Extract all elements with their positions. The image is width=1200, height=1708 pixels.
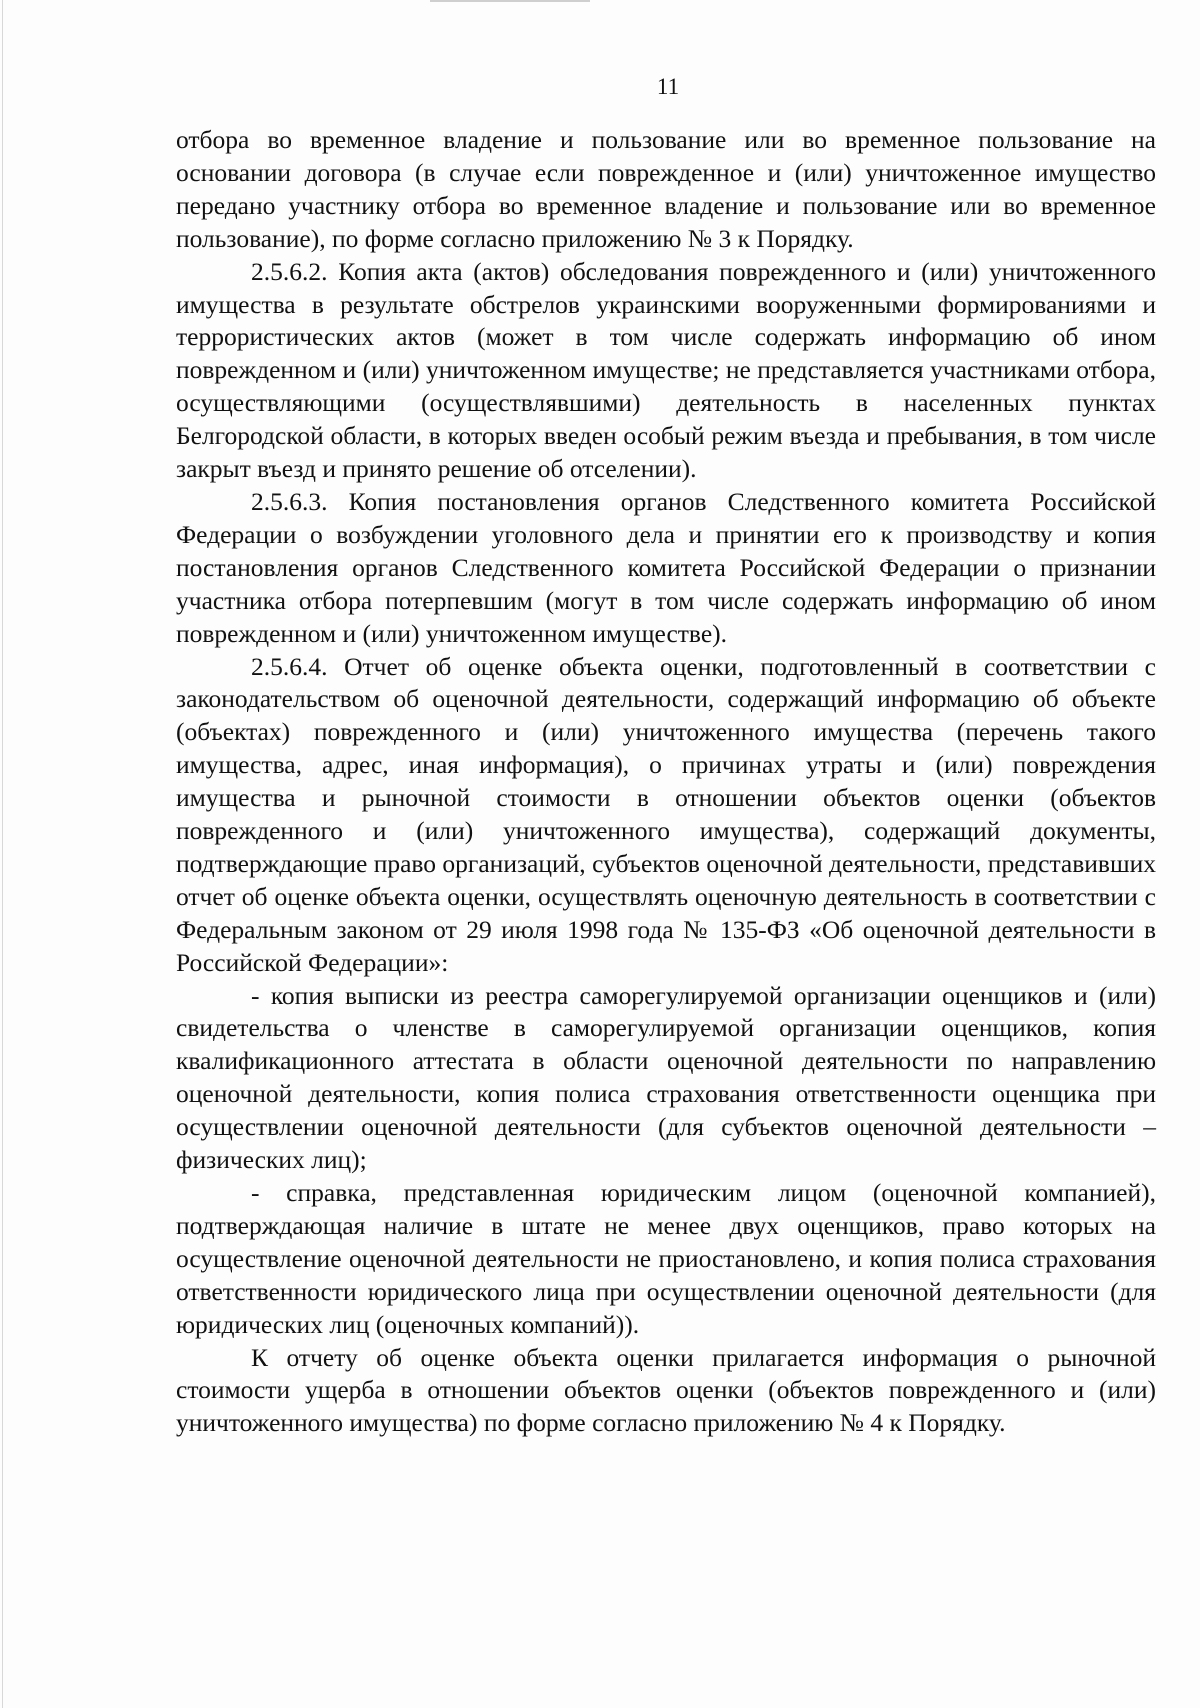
scan-top-mark: [430, 0, 590, 2]
paragraph-2-5-6-2: 2.5.6.2. Копия акта (актов) обследования поврежденного и (или) уничтоженного имущества в результате обстрелов украинскими вооруженными формированиями и террористических актов (может в том числе содержать информацию об ином поврежденном и (или) уничтоженном имуществе; не представляется участниками отбора, осуществляющими (осуществлявшими) деятельность в населенных пунктах Белгородской области, в которых введен особый режим въезда и пребывания, в том числе закрыт въезд и принято решение об отселении).: [176, 256, 1156, 484]
page-number: 11: [656, 74, 680, 99]
paragraph-report-attachment: К отчету об оценке объекта оценки прилагается информация о рыночной стоимости ущерба в отношении объектов оценки (объектов поврежденного и (или) уничтоженного имущества) по форме согласно приложению № 4 к Порядку.: [176, 1342, 1156, 1438]
paragraph-2-5-6-4: 2.5.6.4. Отчет об оценке объекта оценки, подготовленный в соответствии с законодательством об оценочной деятельности, содержащий информацию об объекте (объектах) поврежденного и (или) уничтоженного имущества (перечень такого имущества, адрес, иная информация), о причинах утраты и (или) повреждения имущества и рыночной стоимости в отношении объектов оценки (объектов поврежденного и (или) уничтоженного имущества), содержащий документы, подтверждающие право организаций, субъектов оценочной деятельности, представивших отчет об оценке объекта оценки, осуществлять оценочную деятельность в соответствии с Федеральным законом от 29 июля 1998 года № 135-ФЗ «Об оценочной деятельности в Российской Федерации»:: [176, 651, 1156, 977]
document-body: [176, 124, 1156, 1440]
list-item-company-certificate: - справка, представленная юридическим лицом (оценочной компанией), подтверждающая наличие в штате не менее двух оценщиков, право которых на осуществление оценочной деятельности не приостановлено, и копия полиса страхования ответственности юридического лица при осуществлении оценочной деятельности (для юридических лиц (оценочных компаний)).: [176, 1178, 1156, 1339]
scan-edge-line: [2, 0, 3, 1708]
list-item-appraiser-docs: - копия выписки из реестра саморегулируемой организации оценщиков и (или) свидетельства о членстве в саморегулируемой организации оценщиков, копия квалификационного аттестата в области оценочной деятельности по направлению оценочной деятельности, копия полиса страхования ответственности оценщика при осуществлении оценочной деятельности (для субъектов оценочной деятельности – физических лиц);: [176, 980, 1156, 1175]
paragraph-continuation: отбора во временное владение и пользование или во временное пользование на основании договора (в случае если поврежденное и (или) уничтоженное имущество передано участнику отбора во временное владение и пользование или во временное пользование), по форме согласно приложению № 3 к Порядку.: [176, 125, 1156, 253]
paragraph-2-5-6-3: 2.5.6.3. Копия постановления органов Следственного комитета Российской Федерации о возбуждении уголовного дела и принятии его к производству и копия постановления органов Следственного комитета Российской Федерации о признании участника отбора потерпевшим (могут в том числе содержать информацию об ином поврежденном и (или) уничтоженном имуществе).: [176, 486, 1156, 648]
